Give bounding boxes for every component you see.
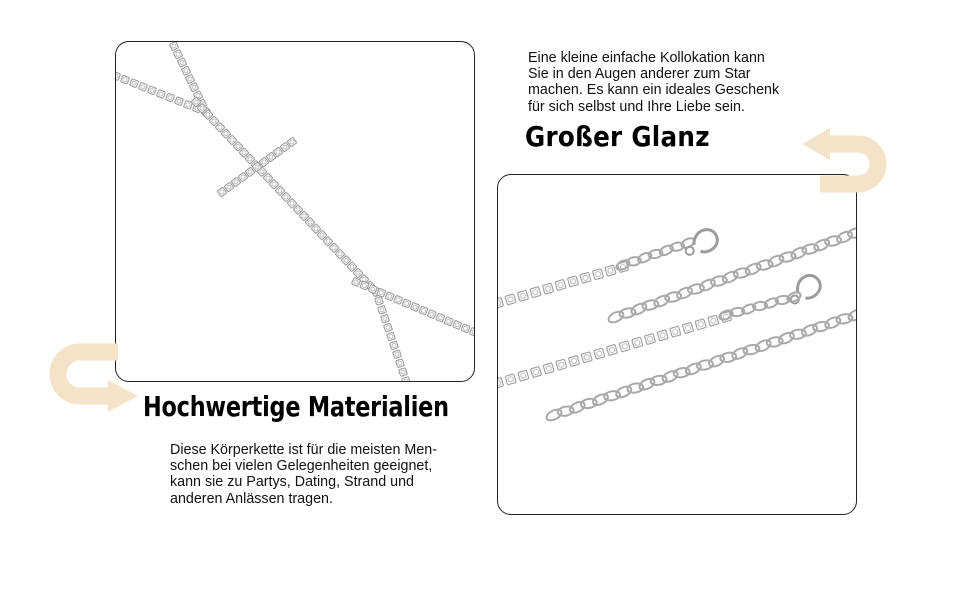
u-turn-arrow-left-icon: [800, 122, 892, 204]
description-line: Diese Körperkette ist für die meisten Men-: [170, 442, 437, 458]
description-line: für sich selbst und Ihre Liebe sein.: [528, 98, 745, 115]
u-turn-arrow-right-icon: [48, 342, 140, 424]
extender-chain-photo: [497, 174, 857, 515]
glanz-description: [528, 50, 828, 115]
cross-chain-photo: [115, 41, 475, 382]
description-line: Eine kleine einfache Kollokation kann: [528, 50, 765, 66]
extender-chain-image: [498, 175, 856, 514]
description-line: schen bei vielen Gelegenheiten geeignet,: [170, 458, 433, 475]
description-line: Sie in den Augen anderer zum Star: [528, 66, 751, 83]
glanz-heading: Großer Glanz: [525, 120, 710, 153]
materials-description: [170, 442, 470, 507]
materials-heading: Hochwertige Materialien: [143, 390, 449, 423]
description-line: kann sie zu Partys, Dating, Strand und: [170, 474, 414, 491]
description-line: anderen Anlässen tragen.: [170, 490, 333, 507]
cross-chain-image: [116, 42, 474, 381]
description-line: machen. Es kann ein ideales Geschenk: [528, 82, 780, 99]
